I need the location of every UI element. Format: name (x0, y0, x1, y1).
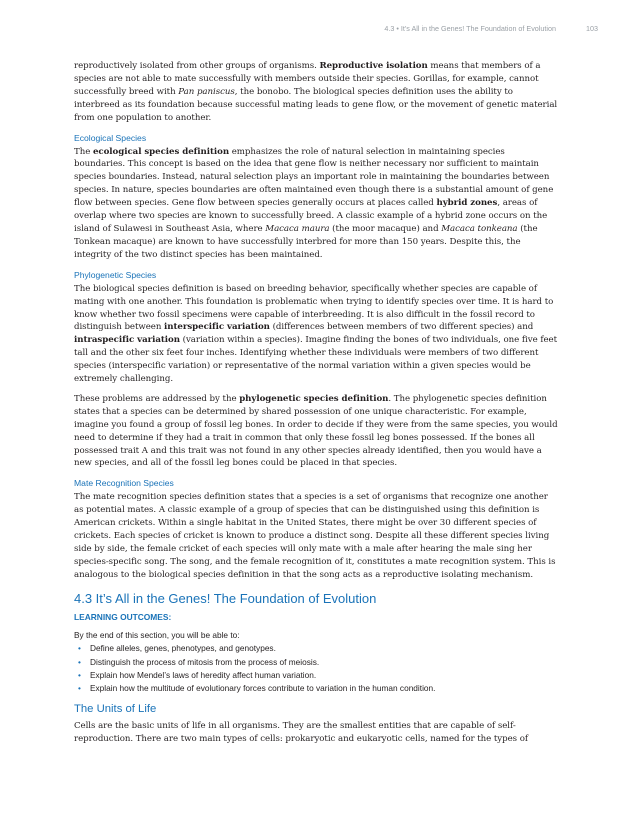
text-run: (the Tonkean macaque) are known to have successfully interbred for more than 150 years. Despite this, the integrity of the two distinct species has been maintained. (74, 223, 538, 260)
running-title: 4.3 • It’s All in the Genes! The Foundation of Evolution (384, 24, 556, 33)
species-name: Macaca tonkeana (441, 223, 518, 234)
text-run: (differences between members of two different species) and (269, 322, 534, 333)
text-run: (the moor macaque) and (329, 223, 442, 234)
text-run: (variation within a species). Imagine finding the bones of two individuals, one five feet tall and the other six feet four inches. Identifying whether these individuals were members of two different species (interspecific variation) or representative of the normal variation within a given species would be extremely challenging. (74, 335, 558, 385)
text-run: emphasizes the role of natural selection in maintaining species boundaries. This concept is based on the idea that gene flow is neither necessary nor sufficient to maintain species boundaries. Instead, natural selection plays an important role in maintaining the boundaries between species. In nature, species boundaries are often maintained even though there is a substantial amount of gene flow between species. Gene flow between species generally occurs at places called (74, 146, 554, 209)
learning-outcome-item (74, 682, 558, 695)
learning-outcome-text: Explain how the multitude of evolutionary forces contribute to variation in the human condition. (90, 683, 436, 694)
learning-outcome-text: Define alleles, genes, phenotypes, and genotypes. (90, 643, 276, 654)
text-run: means that members of a species are not able to mate successfully with members outside their species. Gorillas, for example, cannot successfully breed with (74, 61, 541, 97)
text-run: The (74, 146, 93, 157)
text-run: The mate recognition species definition states that a species is a set of organisms that recognize one another as potential mates. A classic example of a group of species that can be distinguished using this definition is American crickets. Within a single habitat in the United States, there might be over 30 different species of crickets. Each species of cricket is known to produce a distinct song. Despite all these different species living side by side, the female cricket of each species will only mate with a male after hearing the male sing her species-specific song. The song, and the female recognition of it, constitutes a mate recognition system. This is analogous to the biological species definition in that the song acts as a reproductive isolating mechanism. (74, 492, 556, 580)
section-title: 4.3 It’s All in the Genes! The Foundation of Evolution (74, 590, 377, 606)
text-run: , areas of overlap where two species are known to successfully breed. A classic example of a hybrid zone occurs on the island of Sulawesi in Southeast Asia, where (74, 198, 548, 234)
learning-outcomes-intro: By the end of this section, you will be able to: (74, 629, 240, 640)
bullet-icon: • (78, 643, 81, 654)
subheading-mate-recognition-species: Mate Recognition Species (74, 478, 174, 489)
subsection-title-units-of-life: The Units of Life (74, 703, 157, 716)
learning-outcome-item (74, 642, 558, 655)
species-name: Macaca maura (265, 223, 330, 234)
learning-outcomes-label: LEARNING OUTCOMES: (74, 611, 172, 622)
body-paragraph-ecological (74, 146, 558, 262)
key-term: Reproductive isolation (319, 61, 428, 71)
learning-outcome-item (74, 656, 558, 669)
text-run: These problems are addressed by the (74, 393, 240, 404)
body-paragraph-biological-continued (74, 60, 558, 125)
species-name: Pan paniscus (178, 86, 235, 97)
main-content (74, 60, 558, 753)
key-term: ecological species definition (92, 146, 230, 157)
running-header (384, 24, 598, 33)
subheading-ecological-species: Ecological Species (74, 132, 147, 143)
text-run: reproductively isolated from other groups of organisms. (74, 61, 320, 71)
bullet-icon: • (78, 669, 81, 680)
text-run: , the bonobo. The biological species definition uses the ability to interbreed as its foundation because successful mating leads to gene flow, or the movement of genetic material from one population to another. (74, 86, 558, 123)
bullet-icon: • (78, 683, 81, 694)
text-run: Cells are the basic units of life in all organisms. They are the smallest entities that are capable of self-reproduction. There are two main types of cells: prokaryotic and eukaryotic cells, named for the types of (74, 721, 529, 745)
learning-outcome-text: Distinguish the process of mitosis from the process of meiosis. (90, 656, 320, 667)
learning-outcome-item (74, 669, 558, 682)
body-paragraph-phylogenetic-2 (74, 393, 558, 470)
key-term: interspecific variation (164, 322, 270, 333)
learning-outcome-text: Explain how Mendel’s laws of heredity affect human variation. (90, 669, 317, 680)
key-term: intraspecific variation (74, 335, 180, 346)
subheading-phylogenetic-species: Phylogenetic Species (74, 269, 157, 280)
key-term: phylogenetic species definition (239, 393, 389, 404)
text-run: . The phylogenetic species definition states that a species can be determined by shared possession of one unique characteristic. For example, imagine you found a group of fossil leg bones. In order to decide if they were from the same species, you would need to determine if they had a trait in common that only these fossil leg bones possessed. If the bones all possessed trait A and this trait was not found in any other species already identified, then you would have a new species, and all of the fossil leg bones could be placed in that species. (74, 393, 558, 469)
page-number: 103 (586, 24, 598, 33)
key-term: hybrid zones (436, 198, 498, 209)
body-paragraph-units-of-life (74, 720, 558, 746)
body-paragraph-mate-recognition (74, 491, 558, 581)
text-run: The biological species definition is based on breeding behavior, specifically whether species are capable of mating with one another. This foundation is problematic when trying to identify species over time. It is hard to know whether two fossil specimens were capable of interbreeding. It is also difficult in the fossil record to distinguish between (74, 283, 554, 333)
bullet-icon: • (78, 656, 81, 667)
body-paragraph-phylogenetic-1 (74, 283, 558, 386)
learning-outcomes-list (74, 642, 558, 695)
